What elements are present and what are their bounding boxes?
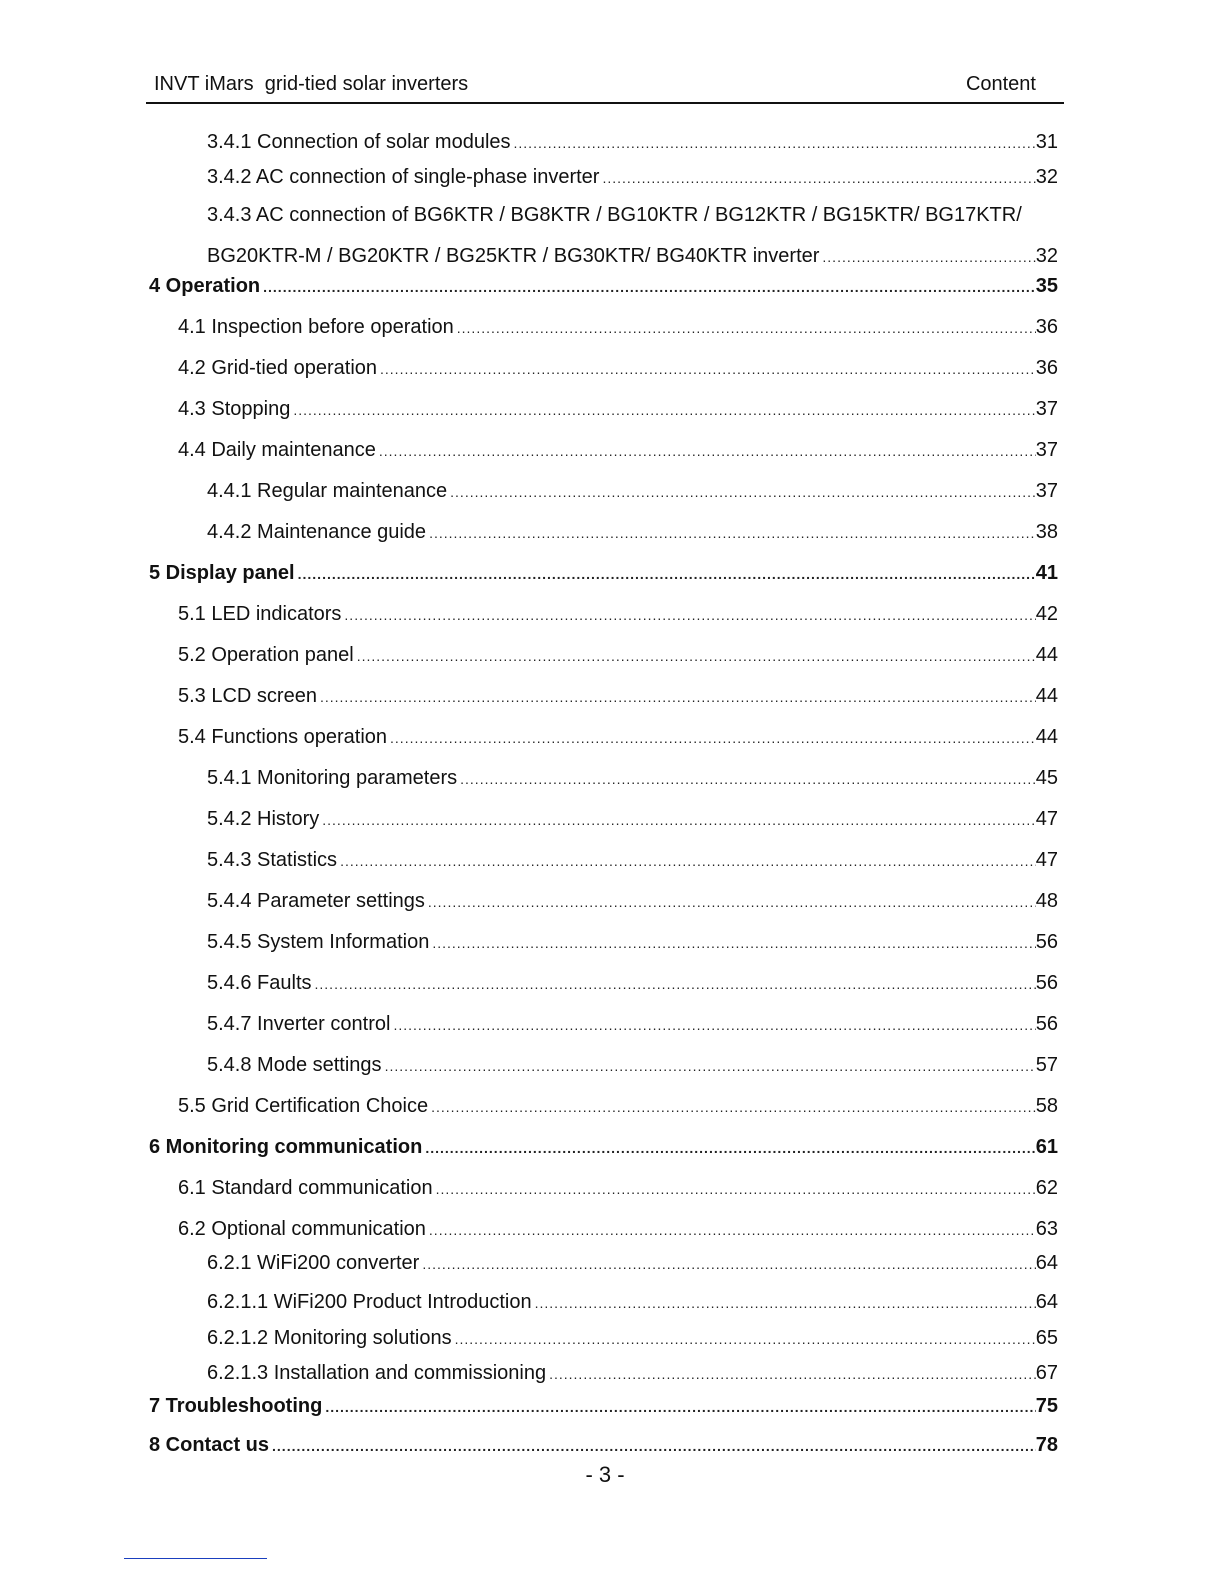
- leader-dots: [380, 361, 1036, 377]
- toc-entry-title: BG20KTR-M / BG20KTR / BG25KTR / BG30KTR/ BG40KTR inverter: [207, 245, 820, 267]
- toc-entry-page: 31: [1035, 131, 1058, 153]
- header-title: INVT iMars grid-tied solar inverters: [154, 73, 469, 95]
- toc-entry-title: 5.4.6 Faults: [207, 972, 312, 994]
- leader-dots: [436, 1181, 1036, 1197]
- toc-entry[interactable]: [207, 931, 1058, 954]
- toc-entry-page: 44: [1035, 644, 1058, 666]
- leader-dots: [320, 689, 1036, 705]
- toc-entry[interactable]: [207, 1327, 1058, 1350]
- toc-entry-title: 4.4 Daily maintenance: [178, 439, 376, 461]
- toc-entry[interactable]: [178, 316, 1058, 339]
- toc-entry[interactable]: [178, 398, 1058, 421]
- toc-entry-title: 4.4.1 Regular maintenance: [207, 480, 448, 502]
- toc-entry[interactable]: [178, 644, 1058, 667]
- toc-entry-page: 37: [1035, 480, 1058, 502]
- toc-entry-page: 61: [1035, 1136, 1058, 1158]
- leader-dots: [431, 1099, 1036, 1115]
- toc-entry[interactable]: [207, 131, 1058, 154]
- toc-entry-page: 38: [1035, 521, 1058, 543]
- toc-entry-title: 4.2 Grid-tied operation: [178, 357, 378, 379]
- toc-entry-page: 65: [1035, 1327, 1058, 1349]
- toc-entry[interactable]: [207, 245, 1058, 268]
- leader-dots: [429, 525, 1036, 541]
- toc-entry-page: 47: [1035, 849, 1058, 871]
- toc-entry-page: 64: [1035, 1291, 1058, 1313]
- toc-entry-page: 62: [1035, 1177, 1058, 1199]
- toc-entry-page: 45: [1035, 767, 1058, 789]
- leader-dots: [272, 1438, 1036, 1454]
- toc-entry-title: 7 Troubleshooting: [149, 1395, 323, 1417]
- toc-entry-page: 78: [1035, 1434, 1058, 1456]
- toc-entry-title: 6.2.1 WiFi200 converter: [207, 1252, 420, 1274]
- leader-dots: [357, 648, 1036, 664]
- toc-entry-title: 3.4.2 AC connection of single-phase inverter: [207, 166, 600, 188]
- toc-chapter[interactable]: [149, 275, 1058, 298]
- toc-entry-title: 5.4.1 Monitoring parameters: [207, 767, 458, 789]
- toc-entry[interactable]: [207, 808, 1058, 831]
- toc-entry-page: 37: [1035, 439, 1058, 461]
- toc-entry-title: 6 Monitoring communication: [149, 1136, 423, 1158]
- toc-entry-page: 44: [1035, 685, 1058, 707]
- toc-entry-page: 75: [1035, 1395, 1058, 1417]
- toc-entry-page: 32: [1035, 245, 1058, 267]
- toc-entry[interactable]: [178, 726, 1058, 749]
- leader-dots: [325, 1399, 1035, 1415]
- toc-entry-title: 5.4.4 Parameter settings: [207, 890, 425, 912]
- header-section: Content: [965, 73, 1036, 95]
- leader-dots: [460, 771, 1036, 787]
- toc-entry[interactable]: [178, 603, 1058, 626]
- page-header: [146, 70, 1064, 104]
- toc-entry-page: 56: [1035, 931, 1058, 953]
- leader-dots: [390, 730, 1036, 746]
- leader-dots: [379, 443, 1036, 459]
- toc-entry-title: 5.2 Operation panel: [178, 644, 354, 666]
- toc-entry[interactable]: [207, 767, 1058, 790]
- page-number: - 3 -: [585, 1462, 625, 1487]
- leader-dots: [393, 1017, 1035, 1033]
- leader-dots: [340, 853, 1036, 869]
- toc-entry[interactable]: [178, 439, 1058, 462]
- leader-dots: [822, 249, 1035, 265]
- toc-entry-title: 6.2.1.2 Monitoring solutions: [207, 1327, 452, 1349]
- leader-dots: [549, 1366, 1036, 1382]
- toc-entry-title: 5.1 LED indicators: [178, 603, 342, 625]
- toc-entry-title: 4.3 Stopping: [178, 398, 291, 420]
- toc-entry-page: 57: [1035, 1054, 1058, 1076]
- toc-entry-title: 4.1 Inspection before operation: [178, 316, 454, 338]
- toc-entry-page: 67: [1035, 1362, 1058, 1384]
- leader-dots: [457, 320, 1036, 336]
- toc-entry[interactable]: [207, 1252, 1058, 1275]
- leader-dots: [429, 1222, 1036, 1238]
- toc-entry-page: 35: [1035, 275, 1058, 297]
- toc-entry[interactable]: [207, 521, 1058, 544]
- leader-dots: [455, 1331, 1036, 1347]
- toc-entry-title: 6.2.1.1 WiFi200 Product Introduction: [207, 1291, 532, 1313]
- toc-entry-page: 36: [1035, 357, 1058, 379]
- leader-dots: [602, 170, 1035, 186]
- leader-dots: [315, 976, 1036, 992]
- toc-entry-page: 42: [1035, 603, 1058, 625]
- leader-dots: [450, 484, 1036, 500]
- leader-dots: [428, 894, 1036, 910]
- toc-entry[interactable]: [207, 849, 1058, 872]
- toc-entry[interactable]: [207, 890, 1058, 913]
- toc-entry-page: 44: [1035, 726, 1058, 748]
- toc-entry-page: 36: [1035, 316, 1058, 338]
- toc-entry-page: 41: [1035, 562, 1058, 584]
- toc-entry-page: 56: [1035, 972, 1058, 994]
- toc-entry-title: 5.3 LCD screen: [178, 685, 317, 707]
- toc-entry-title: 4.4.2 Maintenance guide: [207, 521, 427, 543]
- toc-entry-title: 3.4.1 Connection of solar modules: [207, 131, 511, 153]
- toc-entry[interactable]: [207, 972, 1058, 995]
- toc-entry-title: 6.2 Optional communication: [178, 1218, 426, 1240]
- toc-entry[interactable]: [178, 1177, 1058, 1200]
- toc-chapter[interactable]: [149, 562, 1058, 585]
- toc-entry[interactable]: [178, 1095, 1058, 1118]
- leader-dots: [514, 135, 1036, 151]
- leader-dots: [425, 1140, 1035, 1156]
- leader-dots: [432, 935, 1035, 951]
- toc-entry-wrapped-line[interactable]: 3.4.3 AC connection of BG6KTR / BG8KTR / BG10KTR / BG12KTR / BG15KTR/ BG17KTR/: [207, 204, 1022, 226]
- toc-entry[interactable]: [207, 166, 1058, 189]
- toc-chapter[interactable]: [149, 1434, 1058, 1457]
- toc-entry-title: 5.4 Functions operation: [178, 726, 388, 748]
- leader-dots: [422, 1256, 1035, 1272]
- toc-entry-page: 58: [1035, 1095, 1058, 1117]
- toc-entry-page: 48: [1035, 890, 1058, 912]
- toc-entry[interactable]: [207, 1054, 1058, 1077]
- toc-entry-page: 47: [1035, 808, 1058, 830]
- toc-entry-title: 4 Operation: [149, 275, 261, 297]
- toc-entry-title: 6.2.1.3 Installation and commissioning: [207, 1362, 547, 1384]
- leader-dots: [263, 279, 1036, 295]
- leader-dots: [293, 402, 1035, 418]
- toc-entry-title: 5.4.2 History: [207, 808, 320, 830]
- toc-entry-page: 63: [1035, 1218, 1058, 1240]
- toc-entry-page: 64: [1035, 1252, 1058, 1274]
- leader-dots: [344, 607, 1035, 623]
- toc-entry[interactable]: [207, 1291, 1058, 1314]
- toc-entry[interactable]: [207, 480, 1058, 503]
- toc-entry-page: 32: [1035, 166, 1058, 188]
- toc-entry[interactable]: [207, 1362, 1058, 1385]
- leader-dots: [322, 812, 1035, 828]
- toc-entry-title: 5.5 Grid Certification Choice: [178, 1095, 429, 1117]
- toc-entry-title: 5.4.8 Mode settings: [207, 1054, 382, 1076]
- footnote-rule: [124, 1558, 267, 1559]
- toc-entry-title: 5 Display panel: [149, 562, 295, 584]
- toc-entry-title: 8 Contact us: [149, 1434, 270, 1456]
- toc-entry[interactable]: [207, 1013, 1058, 1036]
- toc-entry-page: 56: [1035, 1013, 1058, 1035]
- toc-entry[interactable]: [178, 1218, 1058, 1241]
- toc-entry-title: 5.4.3 Statistics: [207, 849, 338, 871]
- toc-entry[interactable]: [178, 357, 1058, 380]
- toc-entry-page: 37: [1035, 398, 1058, 420]
- toc-chapter[interactable]: [149, 1395, 1058, 1418]
- leader-dots: [298, 566, 1036, 582]
- toc-chapter[interactable]: [149, 1136, 1058, 1159]
- leader-dots: [385, 1058, 1036, 1074]
- toc-entry-title: 6.1 Standard communication: [178, 1177, 433, 1199]
- toc-entry-title: 5.4.7 Inverter control: [207, 1013, 391, 1035]
- leader-dots: [535, 1295, 1036, 1311]
- toc-entry-title: 5.4.5 System Information: [207, 931, 430, 953]
- toc-entry[interactable]: [178, 685, 1058, 708]
